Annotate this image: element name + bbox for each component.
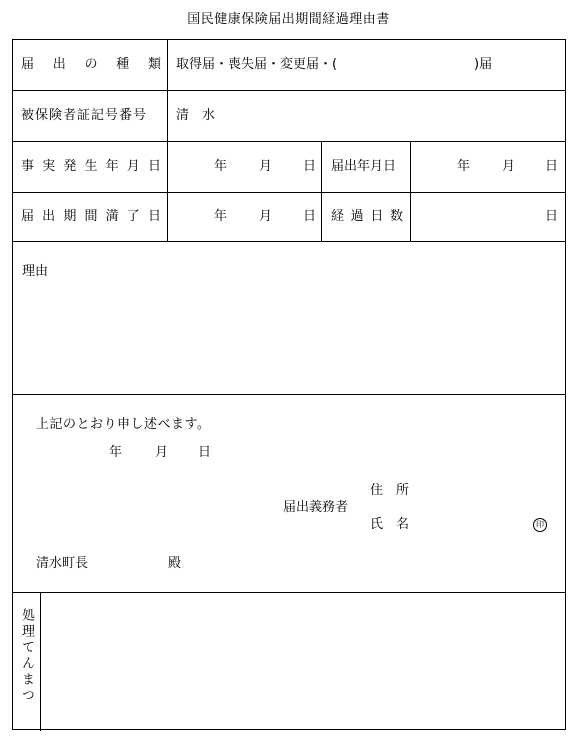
row-divider <box>13 192 565 193</box>
filing-date-day-unit: 日 <box>545 159 559 174</box>
row-divider <box>13 90 565 91</box>
row-divider <box>13 592 565 593</box>
declaration-month-unit: 月 <box>155 445 169 460</box>
elapsed-days-unit: 日 <box>545 209 559 224</box>
reason-form <box>12 39 566 730</box>
event-date-day-unit: 日 <box>303 159 317 174</box>
elapsed-days-label: 経 過 日 数 <box>331 209 403 224</box>
expiry-date-month-unit: 月 <box>259 209 273 224</box>
recipient-honorific: 殿 <box>168 556 182 571</box>
column-divider <box>321 141 322 241</box>
expiry-date-label: 届 出 期 間 満 了 日 <box>21 209 161 224</box>
address-label: 住 所 <box>370 483 410 498</box>
row-divider <box>13 241 565 242</box>
processing-label: 処理てんまつ <box>19 608 34 704</box>
reason-label: 理由 <box>22 264 49 279</box>
filer-label: 届出義務者 <box>283 500 349 515</box>
filing-date-month-unit: 月 <box>502 159 516 174</box>
event-date-month-unit: 月 <box>259 159 273 174</box>
filing-type-options: 取得届・喪失届・変更届・( <box>176 57 338 72</box>
declaration-year-unit: 年 <box>109 445 123 460</box>
processing-column-divider <box>40 593 41 731</box>
insured-number-label: 被保険者証記号番号 <box>21 108 148 123</box>
declaration-statement: 上記のとおり申し述べます。 <box>36 417 211 432</box>
insured-number-value: 清 水 <box>176 108 216 123</box>
row-divider <box>13 141 565 142</box>
filing-type-suffix: )届 <box>474 57 493 72</box>
name-label: 氏 名 <box>370 517 410 532</box>
event-date-label: 事 実 発 生 年 月 日 <box>21 159 161 174</box>
filing-date-label: 届出年月日 <box>331 159 397 174</box>
event-date-year-unit: 年 <box>214 159 228 174</box>
row-divider <box>13 394 565 395</box>
label-column-divider <box>167 40 168 241</box>
expiry-date-year-unit: 年 <box>214 209 228 224</box>
expiry-date-day-unit: 日 <box>303 209 317 224</box>
declaration-day-unit: 日 <box>198 445 212 460</box>
page-title: 国民健康保険届出期間経過理由書 <box>187 12 390 27</box>
column-divider <box>410 141 411 241</box>
seal-icon: 印 <box>533 518 547 532</box>
filing-date-year-unit: 年 <box>457 159 471 174</box>
recipient-label: 清水町長 <box>36 556 89 571</box>
filing-type-label: 届 出 の 種 類 <box>21 57 161 72</box>
